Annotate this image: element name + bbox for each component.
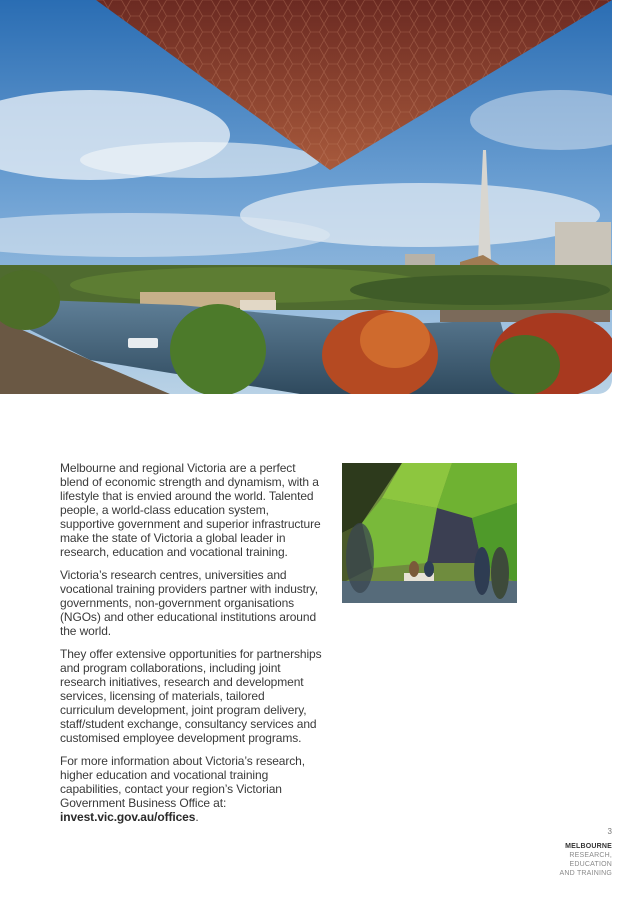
page-number: 3 bbox=[607, 827, 612, 836]
paragraph-opportunities: They offer extensive opportunities for partnerships and program collaborations, including joint research initiatives, research and development services, licensing of materials, tailored curriculum development, joint program delivery, staff/student exchange, consultancy services and customised employee development programs. bbox=[60, 647, 322, 745]
paragraph-intro: Melbourne and regional Victoria are a perfect blend of economic strength and dynamism, with a lifestyle that is envied around the world. Talented people, a world-class education system, supportive government and superior infrastructure make the state of Victoria a global leader in research, education and vocational training. bbox=[60, 461, 321, 559]
contact-text: For more information about Victoria’s research, higher education and vocational training capabilities, contact your region’s Victorian Government Business Office at: bbox=[60, 754, 305, 810]
hero-image bbox=[0, 0, 612, 394]
contact-end: . bbox=[195, 810, 199, 824]
brand-line-1: MELBOURNE bbox=[565, 843, 612, 850]
offices-link[interactable]: invest.vic.gov.au/offices bbox=[60, 810, 196, 824]
brand-logo bbox=[560, 842, 612, 878]
paragraph-contact bbox=[60, 754, 322, 824]
brand-line-2: RESEARCH, bbox=[569, 852, 612, 859]
brand-line-3: EDUCATION bbox=[569, 861, 612, 868]
body-text bbox=[60, 461, 322, 833]
brand-line-4: AND TRAINING bbox=[559, 870, 612, 877]
paragraph-partners: Victoria’s research centres, universities and vocational training providers partner with industry, governments, non-government organisations (NGOs) and other educational institutions around the world. bbox=[60, 568, 319, 638]
campus-photo bbox=[342, 463, 517, 603]
